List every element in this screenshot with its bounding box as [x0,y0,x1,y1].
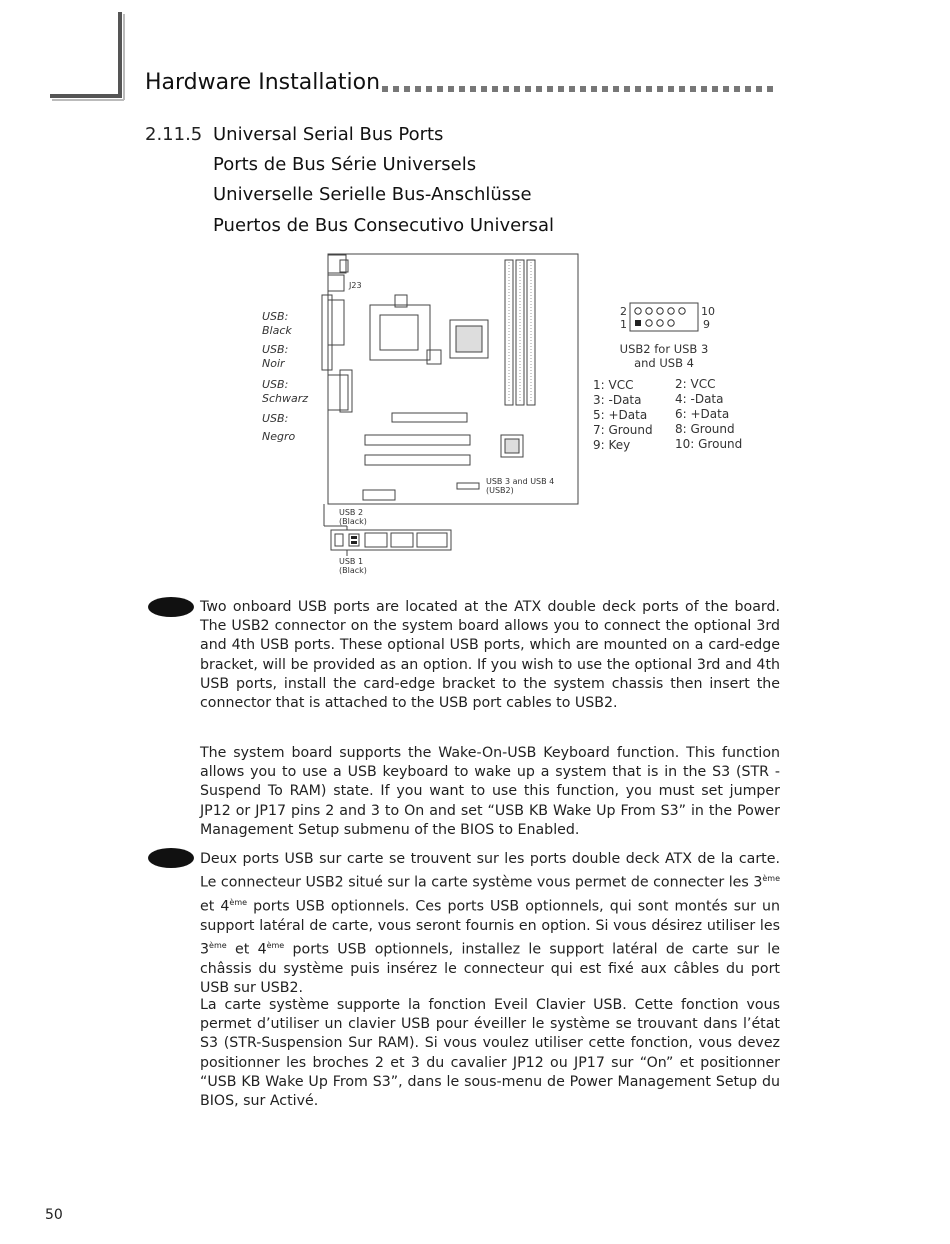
fr-text-part-2: et 4 [200,898,230,915]
section-title-es: Puertos de Bus Consecutivo Universal [213,215,554,236]
jumper-label: J23 [349,281,362,290]
usb-label-es-1: USB: [262,412,289,425]
pin-right-6: 6: +Data [675,407,730,421]
usb-label-en-2: Black [262,324,292,337]
pin-header-caption-2: and USB 4 [634,356,694,370]
page-header-title: Hardware Installation [145,70,381,95]
section-title-en: Universal Serial Bus Ports [213,124,444,145]
board-usb2-label-2: (USB2) [486,486,514,495]
pin-right-8: 8: Ground [675,422,735,436]
pin-top-right-number: 10 [701,305,715,318]
pin-right-2: 2: VCC [675,377,716,391]
motherboard-usb-diagram [255,250,755,580]
language-marker-french [148,848,194,868]
usb-label-en-1: USB: [262,310,289,323]
usb-label-de-2: Schwarz [262,392,309,405]
board-usb2-label-1: USB 3 and USB 4 [486,477,555,486]
fr-text-part-1: Deux ports USB sur carte se trouvent sur les ports double deck ATX de la carte. Le connecteur USB2 situé sur la carte système vous permet de connecter les 3 [200,851,780,891]
pin-left-9: 9: Key [593,438,631,452]
usb2-port-label-1: USB 2 [339,508,364,517]
header-dot-leader [382,86,778,92]
corner-mark-horizontal [50,94,122,98]
section-title-fr: Ports de Bus Série Universels [213,154,477,175]
corner-mark-shadow-vertical [123,14,125,100]
usb-label-de-1: USB: [262,378,289,391]
paragraph-fr-wake-on-usb: La carte système supporte la fonction Eveil Clavier USB. Cette fonction vous permet d’utiliser un clavier USB pour éveiller le système se trouvant dans l’état S3 (STR-Suspension Sur RAM). Si vous voulez utiliser cette fonction, vous devez positionner les broches 2 et 3 du cavalier JP12 ou JP17 sur “On” et positionner “USB KB Wake Up From S3”, dans le sous-menu de Power Management Setup du BIOS, sur Activé. [200,997,780,1110]
pin-top-left-number: 2 [620,305,627,318]
pin-left-5: 5: +Data [593,408,648,422]
superscript-eme-4: ème [266,941,285,951]
superscript-eme-1: ème [762,874,780,884]
fr-text-part-4: et 4 [226,942,267,959]
pin-left-7: 7: Ground [593,423,653,437]
superscript-eme-3: ème [209,941,227,951]
pin-header-caption-1: USB2 for USB 3 [619,342,709,356]
pin-right-10: 10: Ground [675,437,743,451]
section-number: 2.11.5 [145,124,203,145]
usb-label-fr-1: USB: [262,343,289,356]
pin-bottom-right-number: 9 [703,318,710,331]
pin-left-1: 1: VCC [593,378,634,392]
page-number: 50 [45,1207,63,1223]
superscript-eme-2: ème [229,898,248,908]
fr-text-part-3: ports USB optionnels. Ces ports USB optionnels, qui sont montés sur un support latéral de carte, vous seront fournis en option. Si vous désirez utiliser les 3 [200,898,780,959]
corner-mark-vertical [118,12,122,98]
usb1-port-label-1: USB 1 [339,557,364,566]
language-marker-english [148,597,194,617]
pin-bottom-left-number: 1 [620,318,627,331]
fr-text-part-5: ports USB optionnels, installez le support latéral de carte sur le châssis du système puis insérez le connecteur qui est fixé aux câbles du port USB sur USB2. [200,942,780,997]
pin-right-4: 4: -Data [675,392,724,406]
section-title-de: Universelle Serielle Bus-Anschlüsse [213,184,532,205]
paragraph-en-usb-ports: Two onboard USB ports are located at the ATX double deck ports of the board. The USB2 connector on the system board allows you to connect the optional 3rd and 4th USB ports. These optional USB ports, which are mounted on a card-edge bracket, will be provided as an option. If you wish to use the optional 3rd and 4th USB ports, install the card-edge bracket to the system chassis then insert the connector that is attached to the USB port cables to USB2. [200,599,780,712]
paragraph-fr-usb-ports [200,850,780,999]
usb-label-es-2: Negro [262,430,296,443]
usb2-port-label-2: (Black) [339,517,367,526]
usb1-port-label-2: (Black) [339,566,367,575]
usb-label-fr-2: Noir [262,357,285,370]
pin-left-3: 3: -Data [593,393,642,407]
corner-mark-shadow-horizontal [52,99,124,101]
paragraph-en-wake-on-usb: The system board supports the Wake-On-USB Keyboard function. This function allows you to use a USB keyboard to wake up a system that is in the S3 (STR - Suspend To RAM) state. If you want to use this function, you must set jumper JP12 or JP17 pins 2 and 3 to On and set “USB KB Wake Up From S3” in the Power Management Setup submenu of the BIOS to Enabled. [200,745,780,838]
